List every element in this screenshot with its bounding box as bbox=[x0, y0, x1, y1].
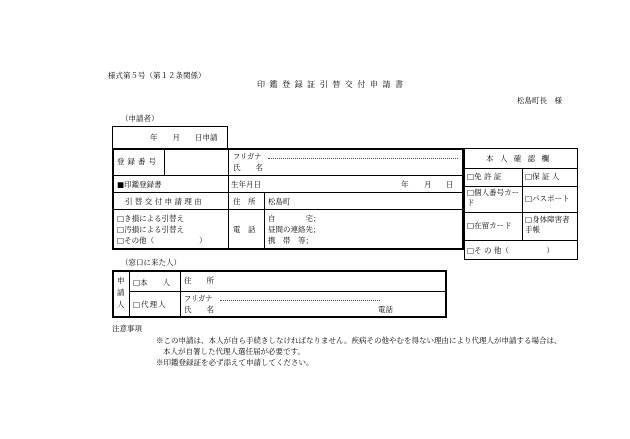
birth-label: 生年月日 bbox=[231, 180, 261, 189]
applicant-section-label: （申請者） bbox=[121, 114, 159, 123]
name-label: 氏 名 bbox=[233, 163, 263, 172]
furigana-label: フリガナ bbox=[233, 152, 262, 161]
id-option-other[interactable]: □そ の 他（ ） bbox=[467, 246, 554, 255]
self-option[interactable]: □本 人 bbox=[133, 278, 171, 287]
reason-option-damage[interactable]: □き損による引替え bbox=[117, 214, 185, 223]
note-line-3: ※印鑑登録証を必ず添えて申請してください。 bbox=[156, 358, 314, 367]
phone-label: 電 話 bbox=[233, 225, 256, 234]
window-name-label: 氏 名 bbox=[184, 305, 214, 314]
address-label: 住 所 bbox=[233, 197, 256, 206]
window-furigana-label: フリガナ bbox=[184, 294, 213, 303]
phone-mobile[interactable]: 携 帯 等； bbox=[268, 236, 313, 245]
window-furigana-line[interactable] bbox=[220, 300, 380, 301]
window-phone-label: 電話 bbox=[378, 305, 393, 314]
id-option-license[interactable]: □免 許 証 bbox=[467, 172, 502, 181]
reason-option-soil[interactable]: □汚損による引替え bbox=[117, 225, 185, 234]
birth-year: 年 bbox=[401, 180, 409, 189]
window-address-label: 住 所 bbox=[184, 276, 214, 285]
window-section-label: （窓口に来た人） bbox=[121, 258, 181, 267]
application-date[interactable]: 年 月 日申請 bbox=[150, 133, 218, 142]
id-option-mynumber[interactable]: □個人番号カード bbox=[467, 188, 520, 207]
id-option-guarantor[interactable]: □保 証 人 bbox=[525, 172, 560, 181]
applicant-vertical-label: 申請人 bbox=[117, 276, 125, 309]
id-option-disability[interactable]: □身体障害者手帳 bbox=[525, 215, 570, 234]
reason-option-other[interactable]: □その他（ ） bbox=[117, 236, 207, 245]
form-title: 印 鑑 登 録 証 引 替 交 付 申 請 書 bbox=[257, 80, 404, 89]
identity-title: 本 人 確 認 欄 bbox=[486, 154, 552, 163]
phone-daytime[interactable]: 昼間の連絡先； bbox=[268, 225, 321, 234]
phone-home[interactable]: 自 宅； bbox=[268, 214, 321, 223]
note-line-1: ※この申請は、本人が自ら手続きしなければなりません。疾病その他やむを得ない理由により代理人が申請する場合は、 bbox=[156, 336, 562, 345]
reg-no-field[interactable] bbox=[166, 151, 226, 173]
form-number: 様式第５号（第１２条関係） bbox=[108, 71, 206, 80]
note-line-2: 本人が自署した代理人選任届が必要です。 bbox=[163, 347, 305, 356]
notes-title: 注意事項 bbox=[112, 324, 142, 333]
furigana-line[interactable] bbox=[268, 158, 458, 159]
reason-label: 引替交付申請理由 bbox=[125, 197, 205, 206]
reg-no-label: 登録番号 bbox=[117, 157, 159, 166]
proxy-option[interactable]: □代理人 bbox=[133, 300, 167, 309]
addressee: 松島町長 様 bbox=[517, 96, 562, 105]
id-option-passport[interactable]: □パスポート bbox=[525, 194, 570, 203]
birth-day: 日 bbox=[446, 180, 454, 189]
address-value[interactable]: 松島町 bbox=[268, 197, 291, 206]
id-option-residence-card[interactable]: □在留カード bbox=[467, 221, 512, 230]
seal-registration-label: ■印鑑登録書 bbox=[117, 180, 162, 189]
birth-month: 月 bbox=[424, 180, 432, 189]
